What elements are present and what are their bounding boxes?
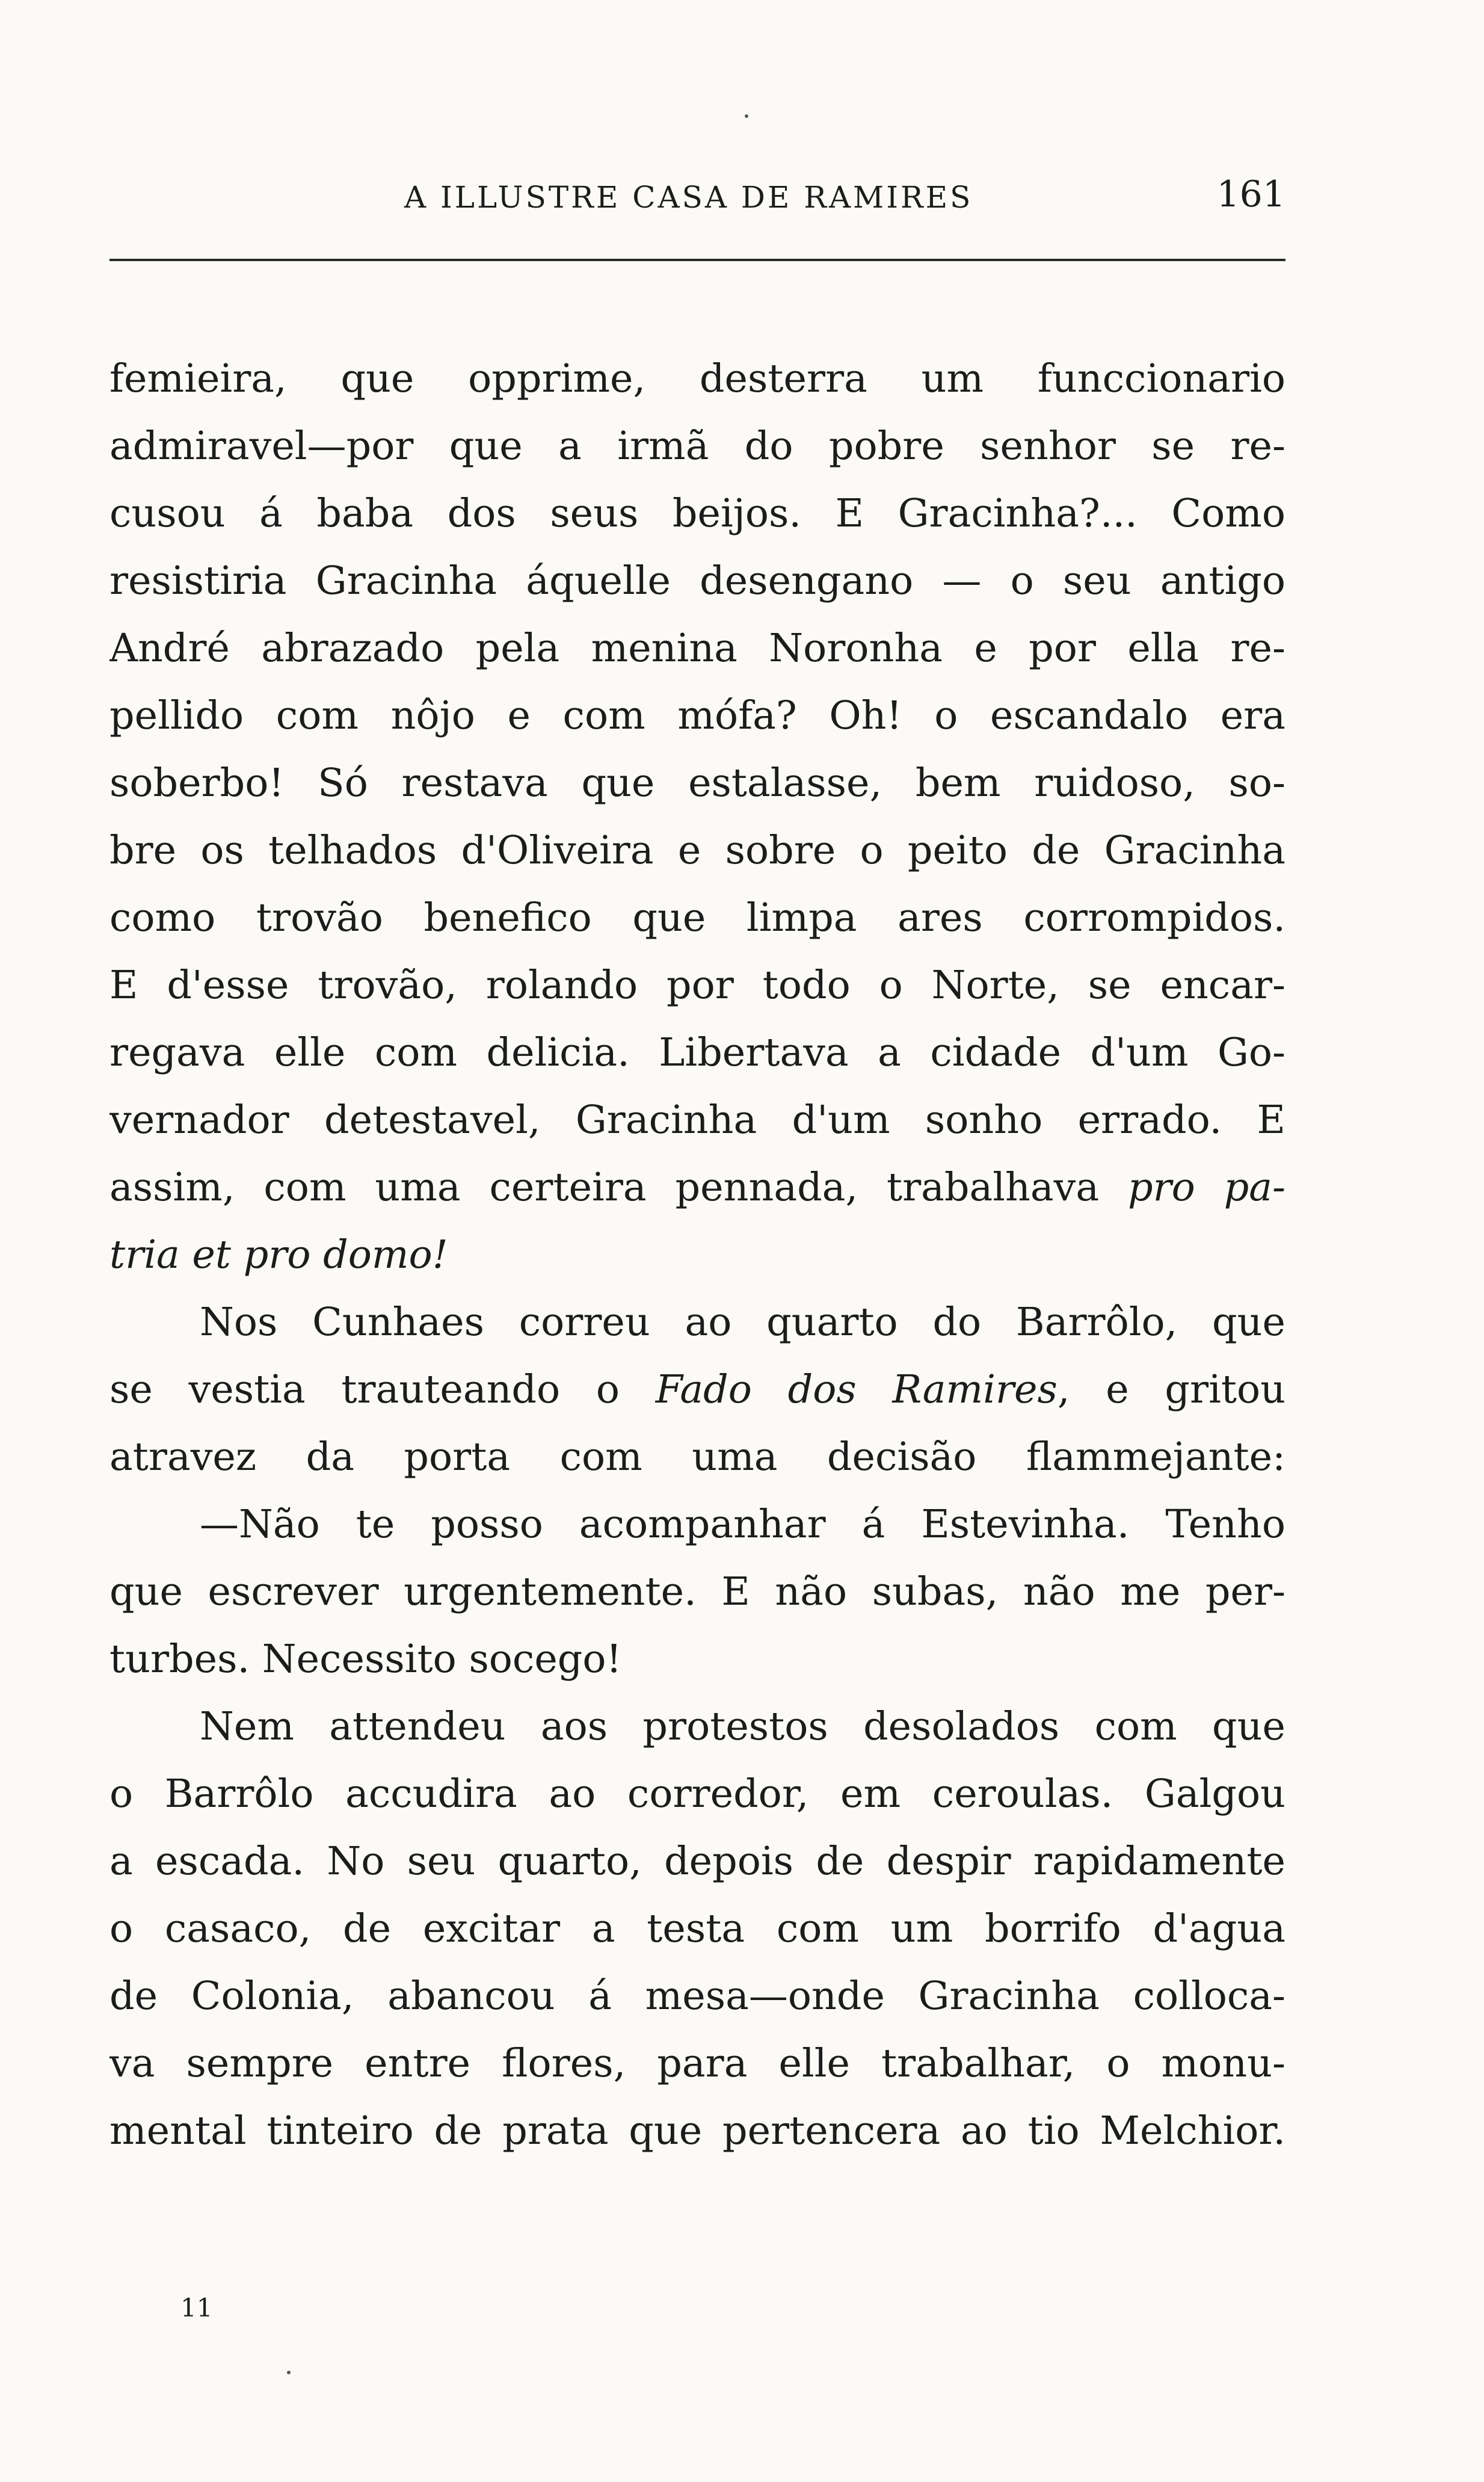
text-line: atravez da porta com uma decisão flammejante: — [109, 1434, 1285, 1480]
running-title: A ILLUSTRE CASA DE RAMIRES — [404, 180, 973, 215]
italic-span: tria et pro domo! — [109, 1232, 448, 1277]
text-line: E d'esse trovão, rolando por todo o Norte, se encar- — [109, 963, 1285, 1008]
page-header — [109, 171, 1285, 226]
text-line: soberbo! Só restava que estalasse, bem ruidoso, so- — [109, 761, 1285, 806]
text-line: a escada. No seu quarto, depois de despir rapidamente — [109, 1839, 1285, 1884]
text-line: turbes. Necessito socego! — [109, 1637, 622, 1682]
page-number: 161 — [1216, 173, 1285, 215]
text-line: femieira, que opprime, desterra um funccionario — [109, 356, 1285, 401]
text-line — [109, 1158, 1285, 1218]
text-line: admiravel—por que a irmã do pobre senhor se re- — [109, 424, 1285, 469]
ink-speck — [745, 114, 748, 118]
text-span: , e gritou — [1057, 1367, 1285, 1412]
text-line: pellido com nôjo e com mófa? Oh! o escandalo era — [109, 693, 1285, 738]
text-line — [109, 1360, 1285, 1420]
text-line: Nos Cunhaes correu ao quarto do Barrôlo, que — [200, 1300, 1285, 1345]
text-line: Nem attendeu aos protestos desolados com que — [200, 1704, 1285, 1749]
header-rule — [109, 259, 1285, 261]
text-line: —Não te posso acompanhar á Estevinha. Tenho — [200, 1502, 1285, 1547]
text-line: que escrever urgentemente. E não subas, não me per- — [109, 1569, 1285, 1614]
text-line: vernador detestavel, Gracinha d'um sonho errado. E — [109, 1097, 1285, 1143]
text-line: bre os telhados d'Oliveira e sobre o peito de Gracinha — [109, 828, 1285, 873]
text-line: regava elle com delicia. Libertava a cidade d'um Go- — [109, 1030, 1285, 1075]
signature-mark: 11 — [180, 2293, 213, 2323]
text-span: assim, com uma certeira pennada, trabalhava — [109, 1165, 1128, 1210]
text-line: o casaco, de excitar a testa com um borrifo d'agua — [109, 1906, 1285, 1951]
text-line: de Colonia, abancou á mesa—onde Gracinha colloca- — [109, 1974, 1285, 2019]
text-line: va sempre entre flores, para elle trabalhar, o monu- — [109, 2041, 1285, 2086]
text-line: mental tinteiro de prata que pertencera ao tio Melchior. — [109, 2108, 1285, 2153]
ink-speck — [287, 2371, 291, 2374]
body-text — [109, 349, 1285, 2232]
text-span: se vestia trauteando o — [109, 1367, 656, 1412]
text-line: André abrazado pela menina Noronha e por ella re- — [109, 626, 1285, 671]
italic-span: Fado dos Ramires — [655, 1367, 1058, 1412]
text-line: o Barrôlo accudira ao corredor, em ceroulas. Galgou — [109, 1771, 1285, 1817]
text-line: como trovão benefico que limpa ares corrompidos. — [109, 895, 1285, 940]
italic-span: pro pa- — [1128, 1165, 1285, 1210]
text-line: cusou á baba dos seus beijos. E Gracinha?... Como — [109, 491, 1285, 536]
text-line — [109, 1225, 1285, 1285]
text-line: resistiria Gracinha áquelle desengano — o seu antigo — [109, 558, 1285, 604]
